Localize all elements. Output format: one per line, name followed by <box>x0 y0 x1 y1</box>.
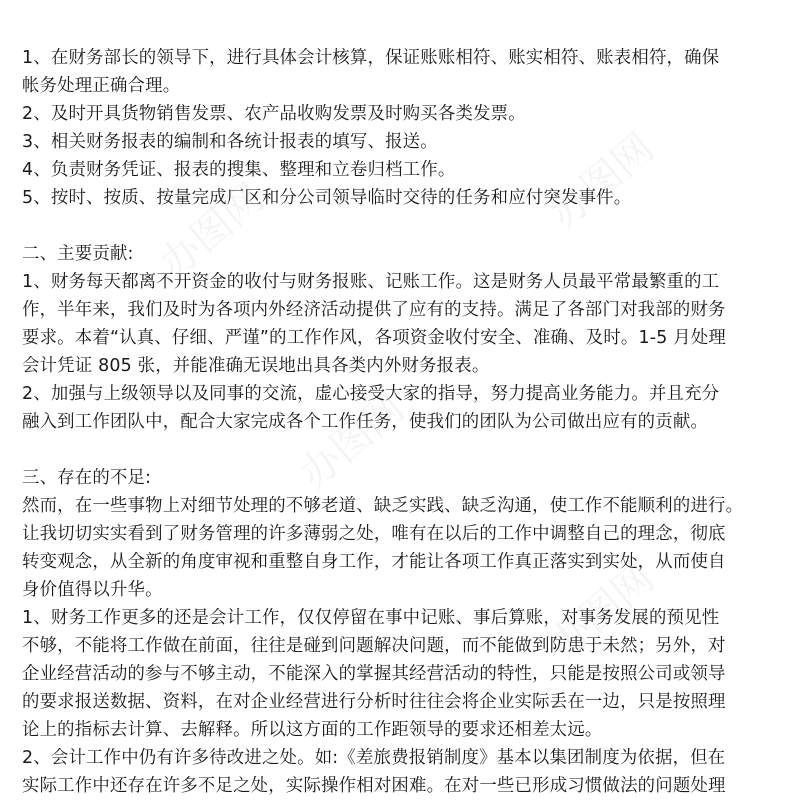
text-line: 实际工作中还存在许多不足之处，实际操作相对困难。在对一些已形成习惯做法的问题处理 <box>22 776 726 796</box>
text-line: 企业经营活动的参与不够主动，不能深入的掌握其经营活动的特性，只能是按照公司或领导 <box>22 664 726 684</box>
section-contributions <box>22 240 782 436</box>
text-line: 不够，不能将工作做在前面，往往是碰到问题解决问题，而不能做到防患于未然；另外，对 <box>22 636 726 656</box>
watermark: 办图网 <box>541 554 663 668</box>
text-line: 会计凭证 805 张，并能准确无误地出具各类内外财务报表。 <box>22 356 490 376</box>
text-line: 2、加强与上级领导以及同事的交流，虚心接受大家的指导，努力提高业务能力。并且充分 <box>22 384 720 404</box>
section-heading: 三、存在的不足: <box>22 468 152 488</box>
text-line: 身价值得以升华。 <box>22 580 163 600</box>
spacer <box>22 212 782 240</box>
text-line: 3、相关财务报表的编制和各统计报表的填写、报送。 <box>22 132 438 152</box>
duties-list <box>22 44 782 212</box>
spacer <box>22 436 782 464</box>
section-shortcomings <box>22 464 782 800</box>
text-line: 论上的指标去计算、去解释。所以这方面的工作距领导的要求还相差太远。 <box>22 720 603 740</box>
text-line: 1、在财务部长的领导下，进行具体会计核算，保证账账相符、账实相符、账表相符，确保 <box>22 48 720 68</box>
text-line: 融入到工作团队中，配合大家完成各个工作任务，使我们的团队为公司做出应有的贡献。 <box>22 412 709 432</box>
text-line: 的要求报送数据、资料，在对企业经营进行分析时往往会将企业实际丢在一边，只是按照理 <box>22 692 726 712</box>
text-line: 转变观念，从全新的角度审视和重整自身工作，才能让各项工作真正落实到实处，从而使自 <box>22 552 726 572</box>
text-line: 帐务处理正确合理。 <box>22 76 181 96</box>
section-heading: 二、主要贡献: <box>22 244 134 264</box>
text-line: 1、财务工作更多的还是会计工作，仅仅停留在事中记账、事后算账，对事务发展的预见性 <box>22 608 720 628</box>
text-line: 要求。本着“认真、仔细、严谨”的工作作风，各项资金收付安全、准确、及时。1-5 月处理 <box>22 328 727 348</box>
document-body <box>22 44 782 800</box>
text-line: 5、按时、按质、按量完成厂区和分公司领导临时交待的任务和应付突发事件。 <box>22 188 632 208</box>
text-line: 让我切切实实看到了财务管理的许多薄弱之处，唯有在以后的工作中调整自己的理念，彻底 <box>22 524 726 544</box>
watermark: 办图网 <box>541 124 663 238</box>
text-line: 4、负责财务凭证、报表的搜集、整理和立卷归档工作。 <box>22 160 456 180</box>
text-line: 作，半年来，我们及时为各项内外经济活动提供了应有的支持。满足了各部门对我部的财务 <box>22 300 726 320</box>
text-line: 2、及时开具货物销售发票、农产品收购发票及时购买各类发票。 <box>22 104 526 124</box>
watermark: 办图网 <box>291 384 413 498</box>
text-line: 然而，在一些事物上对细节处理的不够老道、缺乏实践、缺乏沟通，使工作不能顺利的进行。 <box>22 496 744 516</box>
text-line: 1、财务每天都离不开资金的收付与财务报账、记账工作。这是财务人员最平常最繁重的工 <box>22 272 720 292</box>
watermark: 办图网 <box>151 174 273 288</box>
text-line: 2、会计工作中仍有许多待改进之处。如:《差旅费报销制度》基本以集团制度为依据，但在 <box>22 748 726 768</box>
